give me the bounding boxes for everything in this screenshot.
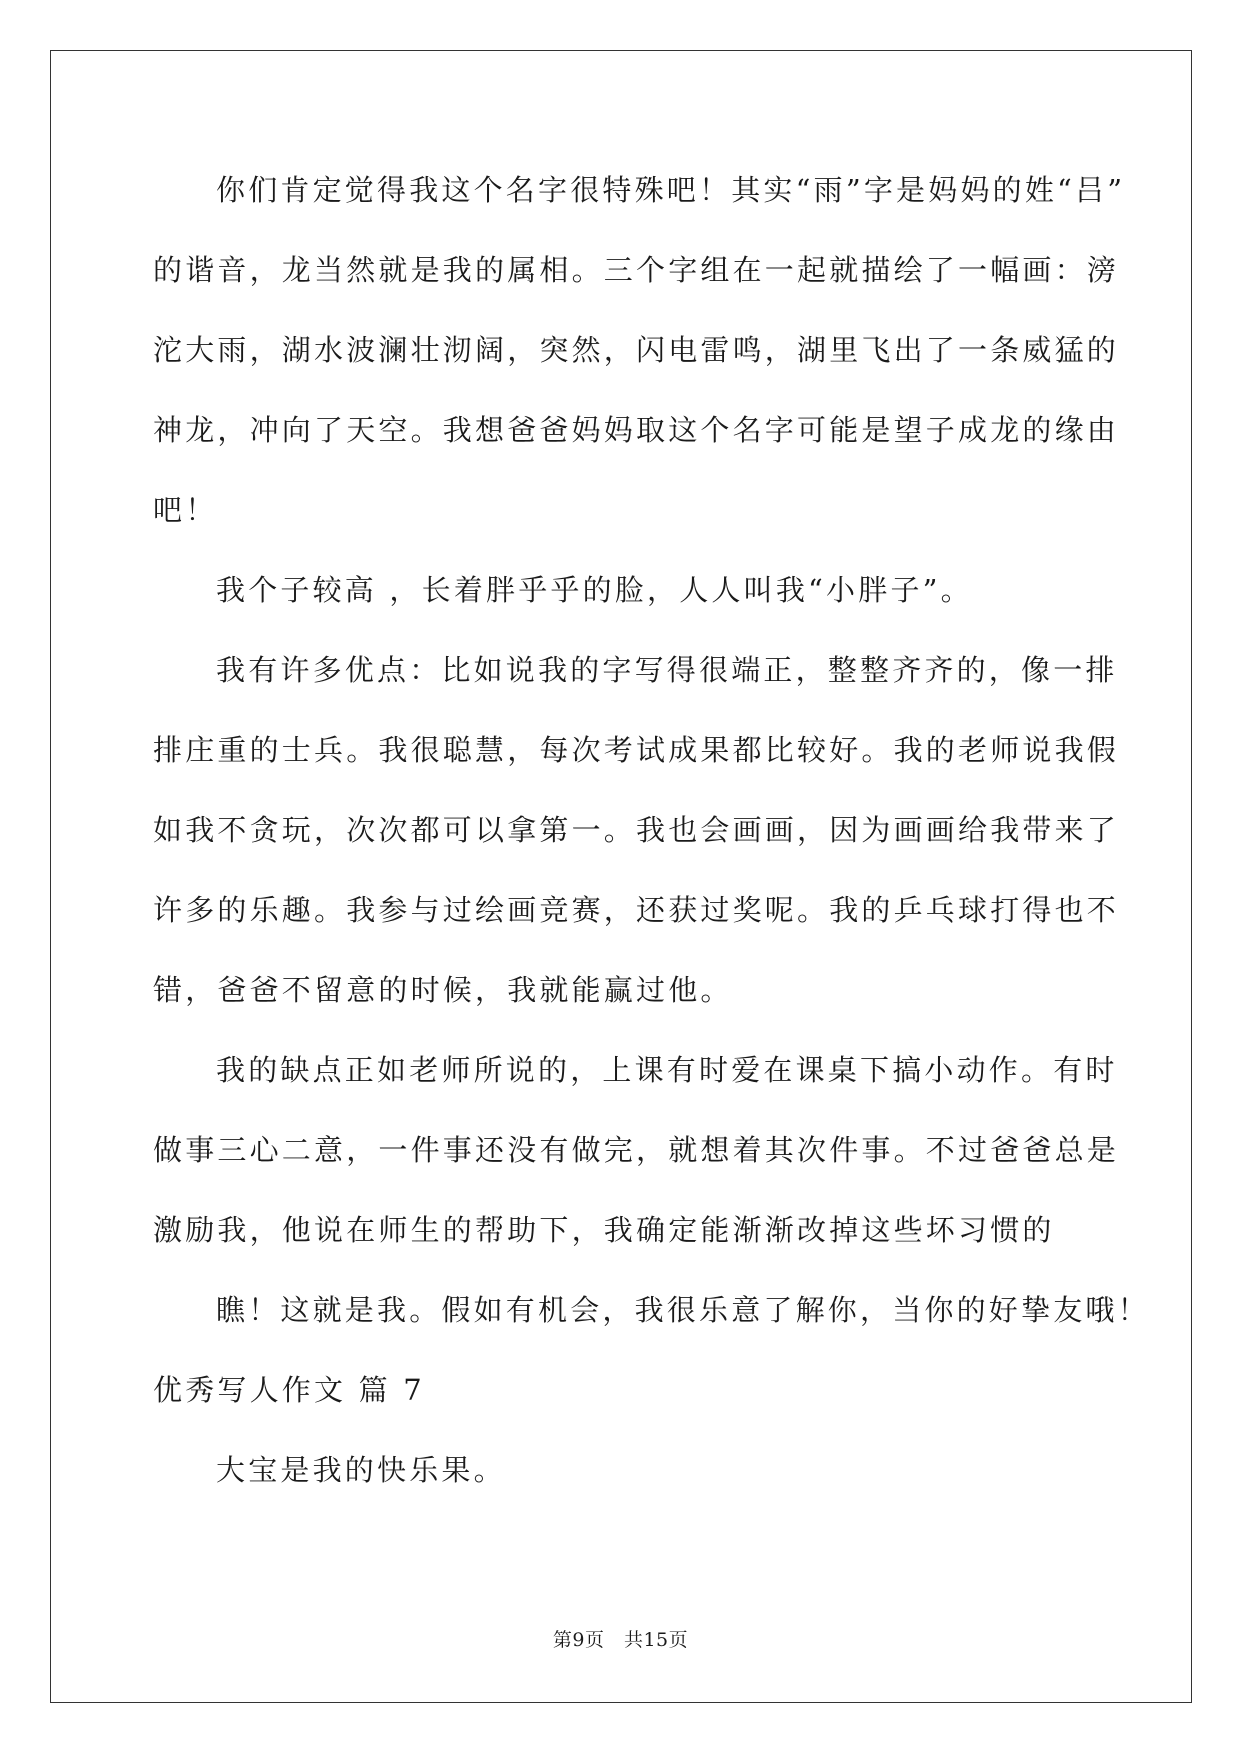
section-heading: 优秀写人作文 篇 7	[153, 1373, 425, 1407]
paragraph-line: 瞧！这就是我。假如有机会，我很乐意了解你，当你的好挚友哦！	[216, 1293, 1150, 1327]
paragraph-line: 许多的乐趣。我参与过绘画竞赛，还获过奖呢。我的乒乓球打得也不	[153, 893, 1120, 927]
paragraph-line: 我有许多优点：比如说我的字写得很端正，整整齐齐的，像一排	[216, 653, 1118, 687]
paragraph-line: 错，爸爸不留意的时候，我就能赢过他。	[153, 973, 733, 1007]
paragraph-line: 我个子较高 ，长着胖乎乎的脸，人人叫我“小胖子”。	[216, 573, 973, 607]
paragraph-line: 吧！	[153, 493, 218, 527]
paragraph-line: 神龙，冲向了天空。我想爸爸妈妈取这个名字可能是望子成龙的缘由	[153, 413, 1120, 447]
page-number-footer: 第9页 共15页	[552, 1629, 689, 1651]
paragraph-line: 你们肯定觉得我这个名字很特殊吧！其实“雨”字是妈妈的姓“吕”	[216, 173, 1126, 207]
paragraph-line: 沱大雨，湖水波澜壮沏阔，突然，闪电雷鸣，湖里飞出了一条威猛的	[153, 333, 1120, 367]
paragraph-line: 大宝是我的快乐果。	[216, 1453, 506, 1487]
paragraph-line: 做事三心二意，一件事还没有做完，就想着其次件事。不过爸爸总是	[153, 1133, 1120, 1167]
paragraph-line: 激励我，他说在师生的帮助下，我确定能渐渐改掉这些坏习惯的	[153, 1213, 1055, 1247]
paragraph-line: 如我不贪玩，次次都可以拿第一。我也会画画，因为画画给我带来了	[153, 813, 1120, 847]
paragraph-line: 我的缺点正如老师所说的，上课有时爱在课桌下搞小动作。有时	[216, 1053, 1118, 1087]
paragraph-line: 的谐音，龙当然就是我的属相。三个字组在一起就描绘了一幅画：滂	[153, 253, 1120, 287]
paragraph-line: 排庄重的士兵。我很聪慧，每次考试成果都比较好。我的老师说我假	[153, 733, 1120, 767]
